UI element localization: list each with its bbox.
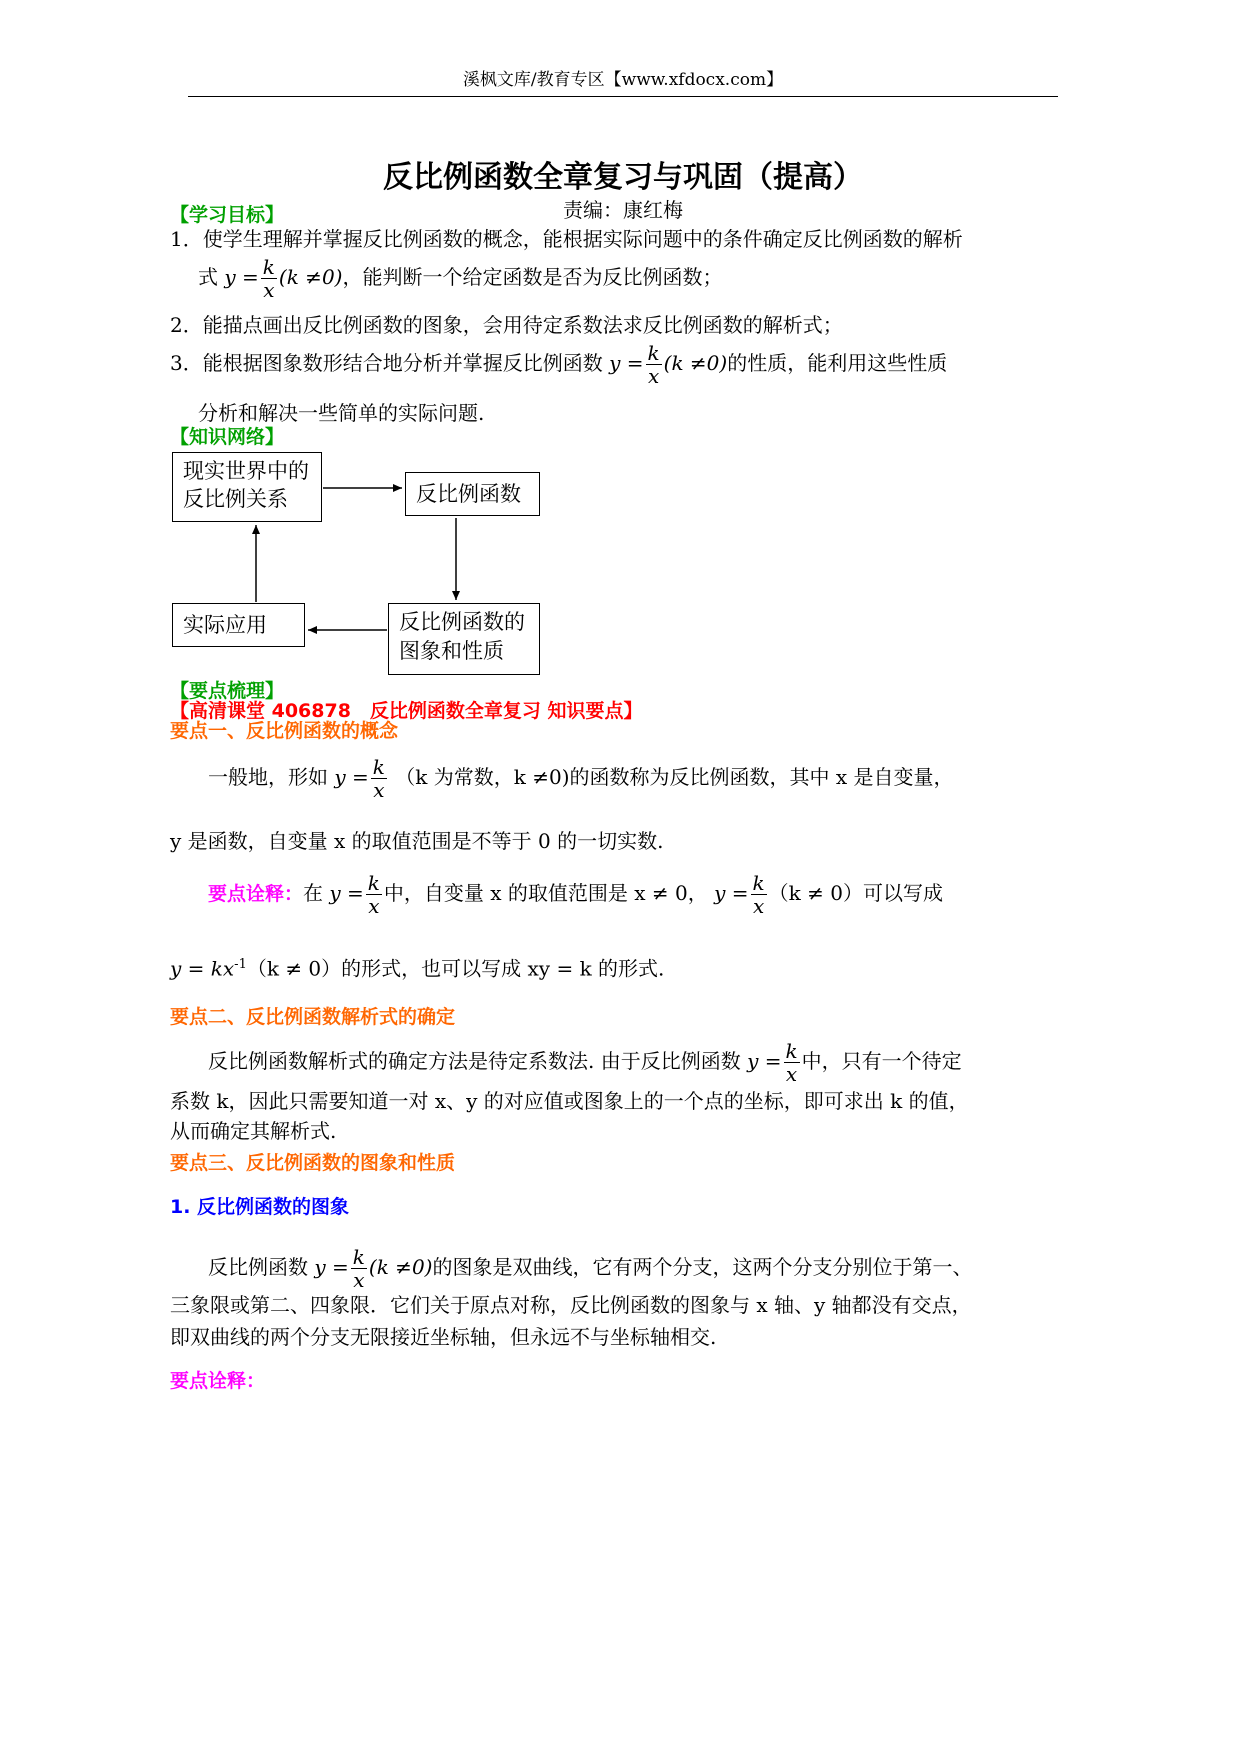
point-3-prefix: 反比例函数	[208, 1255, 308, 1279]
point-1-note-middle: 中，自变量 x 的取值范围是 x ≠ 0，	[383, 881, 708, 905]
point-1-note-line-1	[208, 872, 943, 917]
fraction-numerator: k	[367, 871, 380, 895]
fraction-denominator: x	[368, 894, 380, 918]
objective-2: 2．能描点画出反比例函数的图象，会用待定系数法求反比例函数的解析式；	[170, 313, 843, 337]
box-func-label: 反比例函数	[416, 482, 521, 506]
box-real-line-1: 现实世界中的	[183, 459, 309, 483]
formula-fraction	[351, 1246, 367, 1291]
point-1-text-line-2: y 是函数，自变量 x 的取值范围是不等于 0 的一切实数.	[170, 829, 664, 853]
formula-kx-inverse: y = kx	[170, 956, 235, 981]
formula-condition: (k ≠0)	[368, 1255, 433, 1279]
fraction-numerator: k	[785, 1039, 798, 1063]
fraction-denominator: x	[647, 364, 660, 388]
box-application	[172, 603, 305, 647]
point-3-suffix: 的图象是双曲线，它有两个分支，这两个分支分别位于第一、	[432, 1255, 973, 1279]
course-reference: 【高清课堂 406878 反比例函数全章复习 知识要点】	[170, 700, 643, 722]
point-2-suffix: 中，只有一个待定	[801, 1049, 962, 1073]
fraction-denominator: x	[263, 278, 275, 302]
point-3-note-label: 要点诠释：	[170, 1370, 266, 1392]
fraction-denominator: x	[353, 1268, 365, 1292]
formula-exponent: -1	[234, 957, 247, 972]
objective-3-line-1	[170, 342, 947, 387]
formula-fraction	[646, 342, 662, 387]
objective-1-prefix: 式	[198, 265, 218, 289]
box-inverse-function	[405, 472, 540, 516]
point-2-line-1	[208, 1040, 962, 1085]
box-props-line-2: 图象和性质	[399, 639, 504, 663]
box-graph-properties	[388, 603, 540, 675]
point-1-note-line-2	[170, 950, 664, 984]
box-real-world-relations	[172, 452, 322, 522]
formula-y-eq: y =	[714, 881, 749, 905]
objectives-heading: 【学习目标】	[170, 204, 285, 226]
box-apply-label: 实际应用	[183, 613, 267, 637]
formula-y-eq: y =	[314, 1255, 349, 1279]
point-3-subheading: 1. 反比例函数的图象	[170, 1196, 350, 1218]
box-real-line-2: 反比例关系	[183, 487, 288, 511]
formula-y-eq: y =	[334, 765, 369, 789]
point-3-line-3: 即双曲线的两个分支无限接近坐标轴，但永远不与坐标轴相交.	[170, 1325, 717, 1349]
header-divider	[188, 96, 1058, 97]
formula-y-eq: y =	[609, 351, 644, 375]
formula-fraction	[784, 1040, 800, 1085]
formula-fraction	[751, 872, 767, 917]
objective-3-suffix: 的性质，能利用这些性质	[727, 351, 948, 375]
fraction-numerator: k	[372, 755, 385, 779]
objective-1-line-2	[198, 256, 722, 301]
page-title: 反比例函数全章复习与巩固（提高）	[383, 160, 863, 195]
objective-1-suffix: ，能判断一个给定函数是否为反比例函数；	[342, 265, 723, 289]
objective-3-prefix: 3．能根据图象数形结合地分析并掌握反比例函数	[170, 351, 603, 375]
formula-condition: (k ≠0)	[278, 265, 343, 289]
point-2-line-2: 系数 k，因此只需要知道一对 x、y 的对应值或图象上的一个点的坐标，即可求出 k 的值，	[170, 1089, 969, 1113]
editor-credit: 责编：康红梅	[563, 198, 683, 222]
fraction-numerator: k	[352, 1245, 365, 1269]
fraction-numerator: k	[752, 871, 765, 895]
fraction-numerator: k	[647, 341, 660, 365]
point-3-line-2: 三象限或第二、四象限．它们关于原点对称，反比例函数的图象与 x 轴、y 轴都没有交点，	[170, 1293, 972, 1317]
point-1-text-line-1	[208, 756, 954, 801]
fraction-numerator: k	[262, 255, 275, 279]
network-heading: 【知识网络】	[170, 426, 285, 448]
formula-y-eq: y =	[747, 1049, 782, 1073]
point-1-heading: 要点一、反比例函数的概念	[170, 720, 399, 742]
formula-condition: (k ≠0)	[663, 351, 728, 375]
point-2-prefix: 反比例函数解析式的确定方法是待定系数法. 由于反比例函数	[208, 1049, 741, 1073]
fraction-denominator: x	[373, 778, 385, 802]
point-2-line-3: 从而确定其解析式.	[170, 1119, 337, 1143]
fraction-denominator: x	[752, 894, 765, 918]
formula-y-eq: y =	[224, 265, 259, 289]
point-1-middle: （k 为常数，k ≠0)的函数称为反比例函数，其中 x 是自变量，	[395, 765, 954, 789]
objective-3-line-2: 分析和解决一些简单的实际问题.	[198, 401, 485, 425]
objective-1-line-1: 1．使学生理解并掌握反比例函数的概念，能根据实际问题中的条件确定反比例函数的解析	[170, 227, 963, 251]
key-points-heading: 【要点梳理】	[170, 680, 285, 702]
point-1-note-prefix: 在	[303, 881, 324, 905]
point-1-note-suffix: （k ≠ 0）可以写成	[768, 881, 943, 905]
running-header: 溪枫文库/教育专区【www.xfdocx.com】	[462, 70, 784, 90]
box-props-line-1: 反比例函数的	[399, 610, 525, 634]
formula-fraction	[366, 872, 382, 917]
formula-fraction	[261, 256, 277, 301]
formula-fraction	[371, 756, 387, 801]
point-3-heading: 要点三、反比例函数的图象和性质	[170, 1152, 456, 1174]
formula-y-eq: y =	[329, 881, 364, 905]
point-3-line-1	[208, 1246, 972, 1291]
point-1-prefix: 一般地，形如	[208, 765, 328, 789]
point-2-heading: 要点二、反比例函数解析式的确定	[170, 1006, 456, 1028]
point-1-note-line-2-text: （k ≠ 0）的形式，也可以写成 xy = k 的形式.	[246, 956, 665, 981]
fraction-denominator: x	[785, 1062, 798, 1086]
point-1-note-label: 要点诠释：	[208, 883, 304, 905]
